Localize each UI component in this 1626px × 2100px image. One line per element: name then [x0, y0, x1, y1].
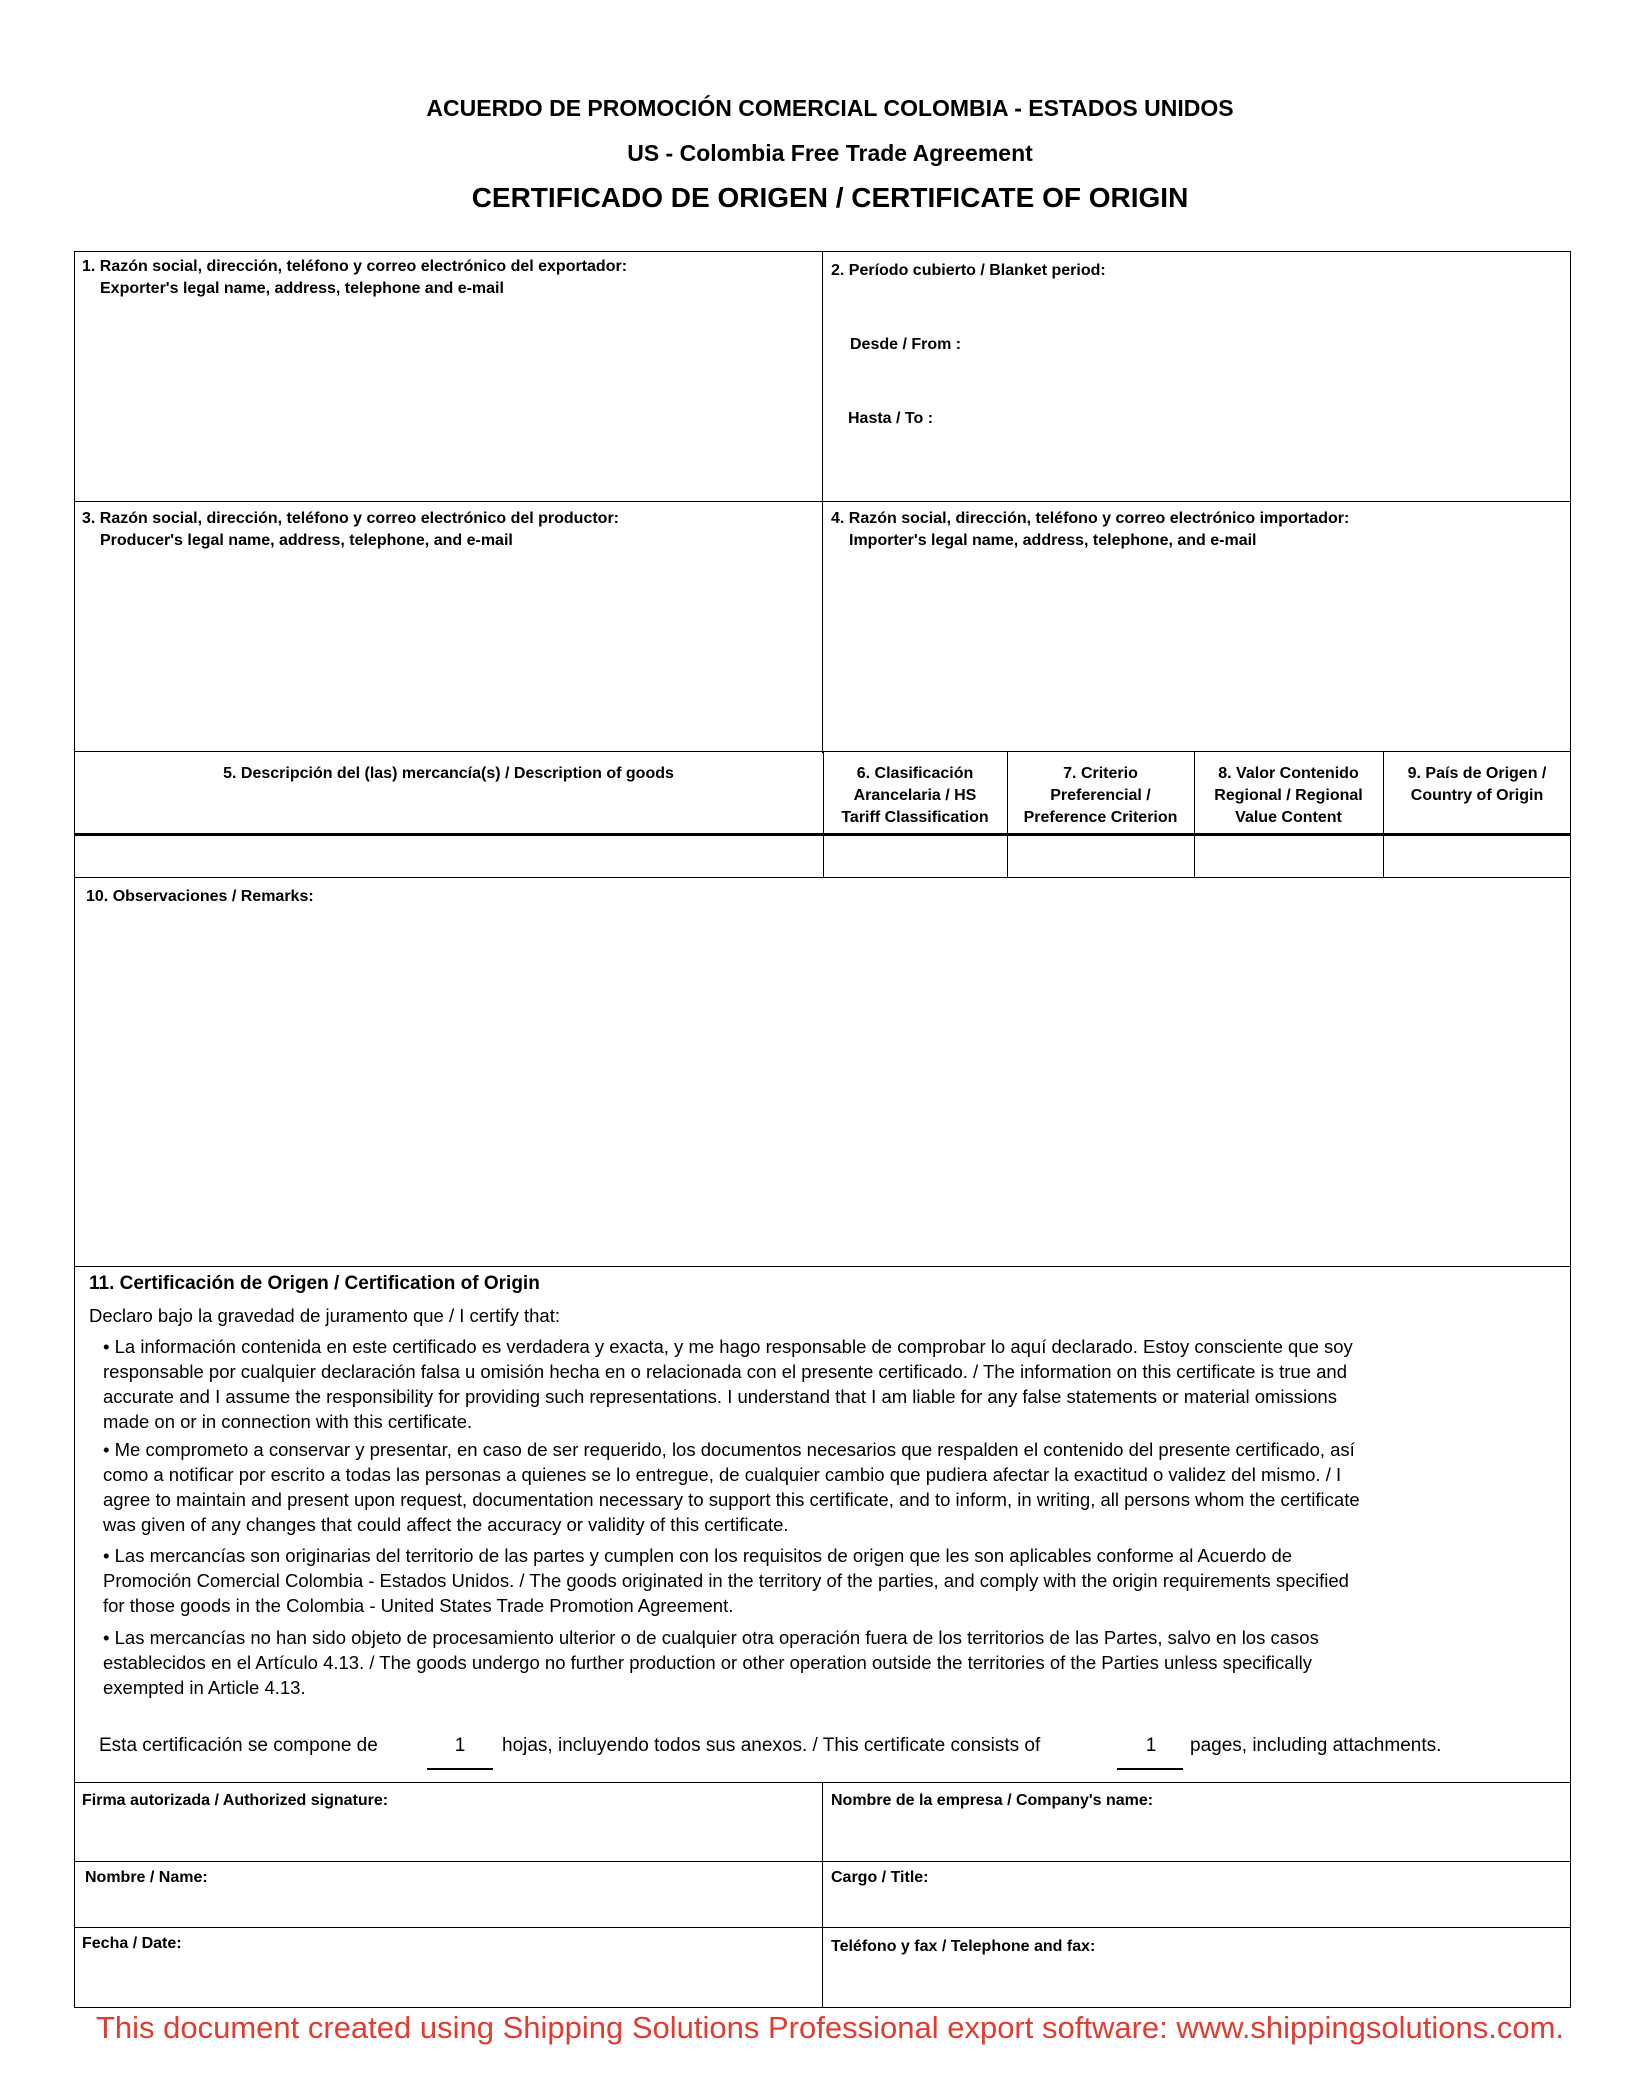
- name-field[interactable]: Nombre / Name:: [85, 1869, 208, 1886]
- certification-paragraph: • La información contenida en este certificado es verdadera y exacta, y me hago responsable de comprobar lo aquí declarado. Estoy consciente que soy responsable por cualquier declaración falsa u omisión hecha en o relacionada con el presente certificado. / The information on this certificate is true and accurate and I assume the responsibility for providing such representations. I understand that I am liable for any false statements or material omissions made on or in connection with this certificate.: [103, 1336, 1353, 1432]
- divider: [74, 1266, 1571, 1267]
- pages-middle: hojas, incluyendo todos sus anexos. / This certificate consists of: [502, 1735, 1041, 1756]
- col-hs-classification-header: 6. Clasificación Arancelaria / HS Tariff Classification: [841, 765, 989, 826]
- blanket-period-label: 2. Período cubierto / Blanket period:: [831, 262, 1106, 279]
- importer-label-es: 4. Razón social, dirección, teléfono y correo electrónico importador:: [831, 510, 1350, 527]
- pages-prefix: Esta certificación se compone de: [99, 1735, 378, 1756]
- exporter-label-en: Exporter's legal name, address, telephone and e-mail: [100, 280, 504, 297]
- certification-paragraph: • Las mercancías no han sido objeto de procesamiento ulterior o de cualquier otra operación fuera de los territorios de las Partes, salvo en los casos establecidos en el Artículo 4.13. / The goods undergo no further production or other operation outside the territories of the Parties unless specifically exempted in Article 4.13.: [103, 1627, 1319, 1698]
- pages-count-en-field[interactable]: 1: [1145, 1735, 1157, 1756]
- divider: [822, 251, 823, 753]
- certificate-title: CERTIFICADO DE ORIGEN / CERTIFICATE OF ORIGIN: [471, 182, 1189, 213]
- divider: [74, 501, 1571, 502]
- col-preference-criterion-header: 7. Criterio Preferencial / Preference Criterion: [1023, 765, 1178, 826]
- goods-hs-cell[interactable]: [825, 836, 1006, 876]
- producer-field[interactable]: [82, 508, 619, 552]
- date-field[interactable]: Fecha / Date:: [82, 1935, 182, 1952]
- goods-rvc-cell[interactable]: [1196, 836, 1382, 876]
- pages-count-es-field[interactable]: 1: [454, 1735, 466, 1756]
- col-regional-value-header: 8. Valor Contenido Regional / Regional Value Content: [1214, 765, 1363, 826]
- importer-field[interactable]: [831, 508, 1349, 552]
- blanket-from-field[interactable]: Desde / From :: [850, 336, 962, 353]
- exporter-label-es: 1. Razón social, dirección, teléfono y correo electrónico del exportador:: [82, 258, 628, 275]
- exporter-field[interactable]: [82, 256, 627, 300]
- certification-title: 11. Certificación de Origen / Certification of Origin: [89, 1273, 540, 1294]
- divider: [74, 877, 1571, 878]
- company-name-field[interactable]: Nombre de la empresa / Company's name:: [831, 1792, 1154, 1809]
- phone-fax-field[interactable]: Teléfono y fax / Telephone and fax:: [831, 1938, 1096, 1955]
- pages-count-en-underline: [1117, 1768, 1183, 1770]
- footer-notice: This document created using Shipping Solutions Professional export software: www.shippingsolutions.com.: [95, 2010, 1565, 2045]
- remarks-field[interactable]: 10. Observaciones / Remarks:: [86, 888, 314, 905]
- goods-country-cell[interactable]: [1385, 836, 1569, 876]
- agreement-title-en: US - Colombia Free Trade Agreement: [627, 140, 1033, 166]
- divider: [822, 1782, 823, 2008]
- agreement-title-es: ACUERDO DE PROMOCIÓN COMERCIAL COLOMBIA - ESTADOS UNIDOS: [426, 95, 1234, 121]
- divider: [74, 1861, 1571, 1862]
- certification-paragraph: • Las mercancías son originarias del territorio de las partes y cumplen con los requisitos de origen que les son aplicables conforme al Acuerdo de Promoción Comercial Colombia - Estados Unidos. / The goods originated in the territory of the parties, and comply with the origin requirements specified for those goods in the Colombia - United States Trade Promotion Agreement.: [103, 1545, 1349, 1616]
- goods-criterion-cell[interactable]: [1009, 836, 1193, 876]
- pages-suffix: pages, including attachments.: [1190, 1735, 1442, 1756]
- certification-intro: Declaro bajo la gravedad de juramento que / I certify that:: [89, 1305, 560, 1326]
- authorized-signature-field[interactable]: Firma autorizada / Authorized signature:: [82, 1792, 389, 1809]
- producer-label-en: Producer's legal name, address, telephone, and e-mail: [100, 532, 513, 549]
- col-description-header: 5. Descripción del (las) mercancía(s) / Description of goods: [223, 765, 674, 782]
- col-country-origin-header: 9. País de Origen / Country of Origin: [1407, 765, 1547, 804]
- title-field[interactable]: Cargo / Title:: [831, 1869, 929, 1886]
- divider: [74, 1927, 1571, 1928]
- pages-count-es-underline: [427, 1768, 493, 1770]
- producer-label-es: 3. Razón social, dirección, teléfono y correo electrónico del productor:: [82, 510, 619, 527]
- goods-description-cell[interactable]: [76, 836, 822, 876]
- certification-paragraph: • Me comprometo a conservar y presentar, en caso de ser requerido, los documentos necesarios que respalden el contenido del presente certificado, así como a notificar por escrito a todas las personas a quienes se lo entregue, de cualquier cambio que pudiera afectar la exactitud o validez del mismo. / I agree to maintain and present upon request, documentation necessary to support this certificate, and to inform, in writing, all persons whom the certificate was given of any changes that could affect the accuracy or validity of this certificate.: [103, 1439, 1360, 1535]
- importer-label-en: Importer's legal name, address, telephone, and e-mail: [849, 532, 1257, 549]
- blanket-to-field[interactable]: Hasta / To :: [848, 410, 934, 427]
